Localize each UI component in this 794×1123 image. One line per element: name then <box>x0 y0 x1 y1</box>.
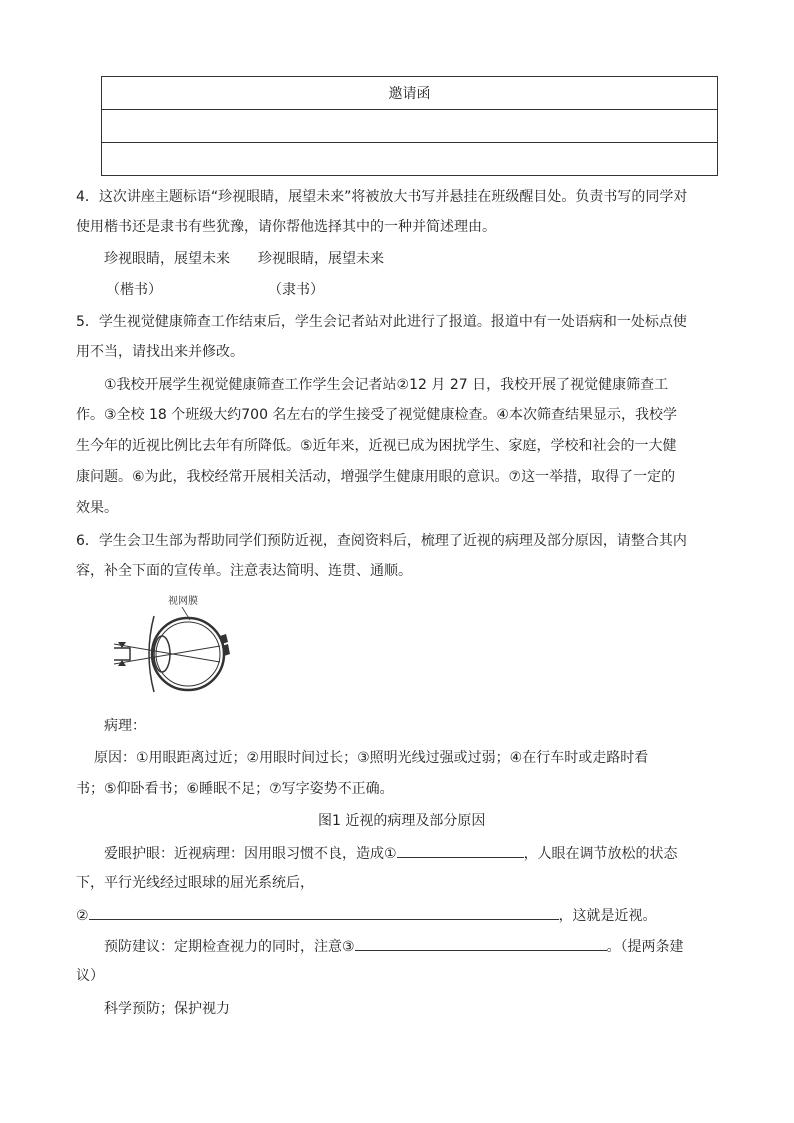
q6-fill-line-2: 下，平行光线经过眼球的屈光系统后， <box>76 875 314 891</box>
q6-fill-4-prefix: 预防建议：定期检查视力的同时，注意③ <box>104 939 355 955</box>
blank-2[interactable] <box>89 904 559 920</box>
q6-fill-3-suffix: ，这就是近视。 <box>558 908 657 924</box>
q6-closing: 科学预防；保护视力 <box>104 1001 230 1017</box>
q6-fill-1-suffix: ，人眼在调节放松的状态 <box>523 846 678 862</box>
q5-report-line-5: 效果。 <box>76 500 118 516</box>
q6-fill-line-1 <box>104 842 678 864</box>
blank-3[interactable] <box>355 935 607 951</box>
q6-fill-3-prefix: ② <box>76 908 89 924</box>
q5-report-line-4: 康问题。⑥为此，我校经常开展相关活动，增强学生健康用眼的意识。⑦这一举措，取得了一定的 <box>76 469 676 485</box>
invitation-table-header: 邀请函 <box>102 77 718 110</box>
q4-sample-kaishu: 珍视眼睛，展望未来 <box>104 251 230 267</box>
q6-text-line-2: 容，补全下面的宣传单。注意表达简明、连贯、通顺。 <box>76 563 412 579</box>
invitation-table-row[interactable] <box>102 143 718 176</box>
q4-text-line-2: 使用楷书还是隶书有些犹豫，请你帮他选择其中的一种并简述理由。 <box>76 219 496 235</box>
q6-fill-1-prefix: 爱眼护眼：近视病理：因用眼习惯不良，造成① <box>104 846 397 862</box>
eye-diagram <box>110 592 240 702</box>
q5-text-line-1: 5．学生视觉健康筛查工作结束后，学生会记者站对此进行了报道。报道中有一处语病和一处标点使 <box>76 314 687 330</box>
q6-causes-line-1: 原因：①用眼距离过近；②用眼时间过长；③照明光线过强或过弱；④在行车时或走路时看 <box>94 750 649 766</box>
q5-report-line-1: ①我校开展学生视觉健康筛查工作学生会记者站②12 月 27 日，我校开展了视觉健康筛查工 <box>104 377 669 393</box>
invitation-table-row[interactable] <box>102 110 718 143</box>
q4-caption-kaishu: （楷书） <box>106 282 162 298</box>
q6-pathology-label: 病理： <box>104 718 146 734</box>
q6-fill-line-4 <box>104 935 684 957</box>
q6-fill-line-3 <box>76 904 657 926</box>
q4-text-line-1: 4．这次讲座主题标语“珍视眼睛，展望未来”将被放大书写并悬挂在班级醒目处。负责书写的同学对 <box>76 189 688 205</box>
q6-text-line-1: 6．学生会卫生部为帮助同学们预防近视，查阅资料后，梳理了近视的病理及部分原因，请整合其内 <box>76 533 687 549</box>
q4-sample-lishu: 珍视眼睛，展望未来 <box>258 251 384 267</box>
figure-caption: 图1 近视的病理及部分原因 <box>318 813 486 829</box>
q4-caption-lishu: （隶书） <box>268 282 324 298</box>
q5-report-line-3: 生今年的近视比例比去年有所降低。⑤近年来，近视已成为困扰学生、家庭，学校和社会的一大健 <box>76 438 677 454</box>
q6-causes-line-2: 书；⑤仰卧看书；⑥睡眠不足；⑦写字姿势不正确。 <box>76 781 394 797</box>
q5-text-line-2: 用不当，请找出来并修改。 <box>76 344 244 360</box>
blank-1[interactable] <box>397 842 524 858</box>
invitation-table <box>101 76 718 176</box>
q5-report-line-2: 作。③全校 18 个班级大约700 名左右的学生接受了视觉健康检查。④本次筛查结果显示，我校学 <box>76 407 677 423</box>
q6-fill-line-5: 议） <box>76 968 104 984</box>
retina-label: 视网膜 <box>168 596 198 607</box>
q6-fill-4-suffix: 。（提两条建 <box>606 939 684 955</box>
